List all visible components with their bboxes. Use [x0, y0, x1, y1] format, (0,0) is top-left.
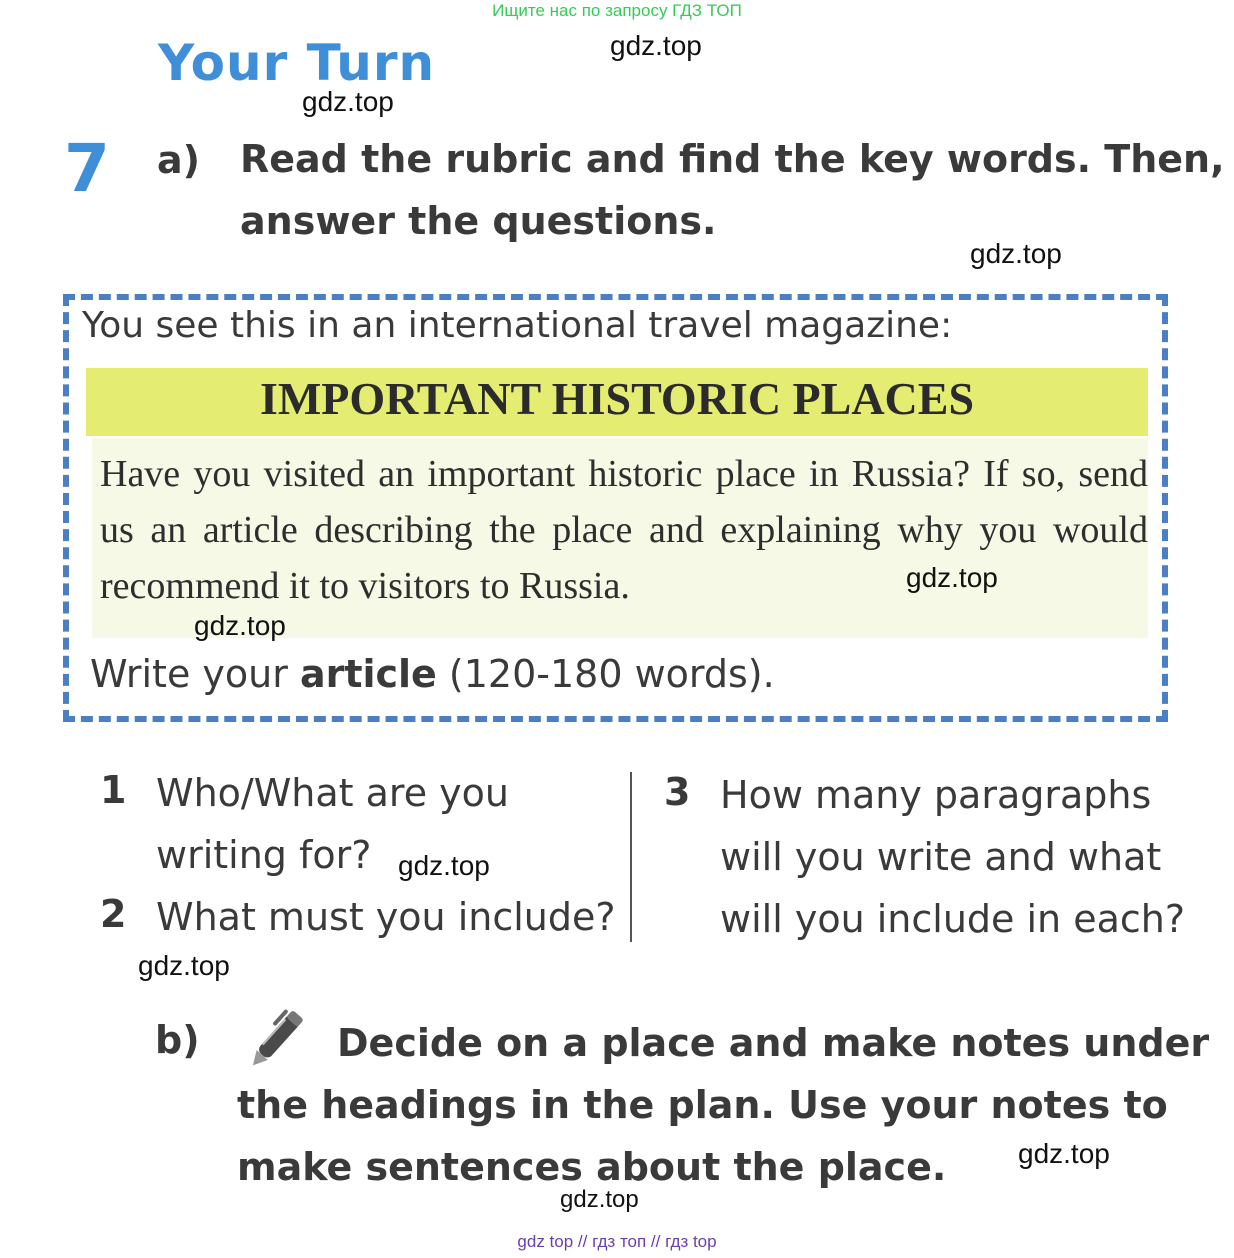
pen-icon: [240, 998, 320, 1078]
part-b-line-1: Decide on a place and make notes under: [337, 1021, 1210, 1065]
section-title: Your Turn: [158, 34, 436, 92]
question-1-line-1: Who/What are you: [156, 771, 509, 815]
question-3-line-2: will you write and what: [720, 835, 1162, 879]
top-note: Ищите нас по запросу ГДЗ ТОП: [492, 1, 742, 20]
question-3-line-3: will you include in each?: [720, 897, 1186, 941]
question-2: What must you include?: [156, 895, 616, 939]
question-3: [720, 764, 1185, 950]
part-b-line-3: make sentences about the place.: [237, 1145, 947, 1189]
rubric-prompt: Have you visited an important historic place in Russia? If so, send us an article describing the place and explaining why you would recommend it to visitors to Russia.: [100, 453, 1148, 607]
rubric-instruction-post: (120-180 words).: [436, 652, 775, 696]
part-a-label: a): [157, 138, 201, 182]
rubric-heading: IMPORTANT HISTORIC PLACES: [259, 373, 975, 424]
watermark: gdz.top: [194, 610, 286, 641]
part-a-instructions: [240, 128, 1225, 252]
exercise-number: 7: [64, 130, 110, 207]
part-a-line-1: Read the rubric and find the key words. Then,: [240, 137, 1225, 181]
rubric-intro: You see this in an international travel magazine:: [82, 305, 953, 346]
question-3-number: 3: [664, 770, 691, 814]
question-3-line-1: How many paragraphs: [720, 773, 1152, 817]
question-2-number: 2: [100, 892, 127, 936]
watermark: gdz.top: [302, 86, 394, 117]
part-a-line-2: answer the questions.: [240, 199, 717, 243]
part-b-label: b): [155, 1018, 200, 1062]
rubric-instruction-pre: Write your: [90, 652, 300, 696]
column-divider: [630, 772, 632, 942]
watermark: gdz.top: [560, 1186, 639, 1213]
watermark: gdz.top: [138, 950, 230, 981]
watermark: gdz.top: [1018, 1138, 1110, 1169]
footer-note: gdz top // гдз топ // гдз top: [517, 1232, 717, 1251]
watermark: gdz.top: [398, 850, 490, 881]
part-b-line-2: the headings in the plan. Use your notes to: [237, 1083, 1168, 1127]
question-1-number: 1: [100, 768, 127, 812]
watermark: gdz.top: [906, 562, 998, 593]
question-1-line-2: writing for?: [156, 833, 372, 877]
rubric-instruction: [90, 652, 775, 696]
rubric-instruction-keyword: article: [299, 652, 437, 696]
watermark: gdz.top: [970, 238, 1062, 269]
watermark: gdz.top: [610, 30, 702, 61]
